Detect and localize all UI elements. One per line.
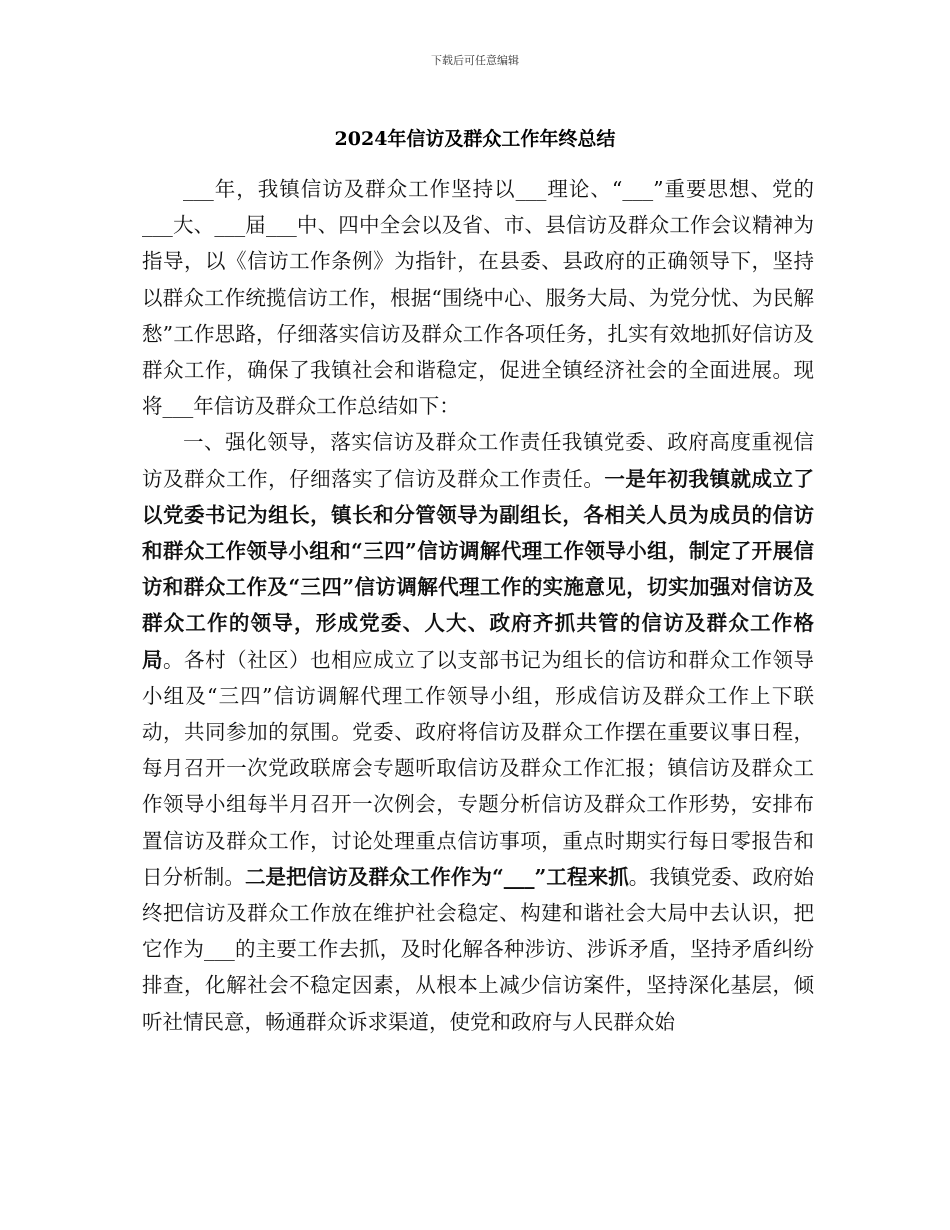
section-one-paragraph xyxy=(142,424,814,1039)
document-body xyxy=(142,171,814,1040)
section-one-heading-text: 一、强化领导，落实信访及群众工作责任我镇党委、政府高度重视信访及群众工作，仔细落实了信访及群众工作责任。 xyxy=(142,430,814,491)
bold-point-two: 二是把信访及群众工作作为“___”工程来抓 xyxy=(244,864,629,889)
point-one-detail: 。各村（社区）也相应成立了以支部书记为组长的信访和群众工作领导小组及“三四”信访调解代理工作领导小组，形成信访及群众工作上下联动，共同参加的氛围。党委、政府将信访及群众工作摆在重要议事日程，每月召开一次党政联席会专题听取信访及群众工作汇报；镇信访及群众工作领导小组每半月召开一次例会，专题分析信访及群众工作形势，安排布置信访及群众工作，讨论处理重点信访事项，重点时期实行每日零报告和日分析制。 xyxy=(142,647,815,889)
document-title: 2024年信访及群众工作年终总结 xyxy=(334,128,616,150)
page-header-note: 下载后可任意编辑 xyxy=(431,54,519,67)
point-two-detail: 。我镇党委、政府始终把信访及群众工作放在维护社会稳定、构建和谐社会大局中去认识，把它作为___的主要工作去抓，及时化解各种涉访、涉诉矛盾，坚持矛盾纠纷排查，化解社会不稳定因素，从根本上减少信访案件，坚持深化基层，倾听社情民意，畅通群众诉求渠道，使党和政府与人民群众始 xyxy=(142,864,815,1034)
bold-point-one: 一是年初我镇就成立了以党委书记为组长，镇长和分管领导为副组长，各相关人员为成员的信访和群众工作领导小组和“三四”信访调解代理工作领导小组，制定了开展信访和群众工作及“三四”信访调解代理工作的实施意见，切实加强对信访及群众工作的领导，形成党委、人大、政府齐抓共管的信访及群众工作格局 xyxy=(142,466,815,672)
intro-paragraph: ___年，我镇信访及群众工作坚持以___理论、“___”重要思想、党的___大、___届___中、四中全会以及省、市、县信访及群众工作会议精神为指导，以《信访工作条例》为指针，在县委、县政府的正确领导下，坚持以群众工作统揽信访工作，根据“围绕中心、服务大局、为党分忧、为民解愁”工作思路，仔细落实信访及群众工作各项任务，扎实有效地抓好信访及群众工作，确保了我镇社会和谐稳定，促进全镇经济社会的全面进展。现将___年信访及群众工作总结如下： xyxy=(142,177,814,419)
